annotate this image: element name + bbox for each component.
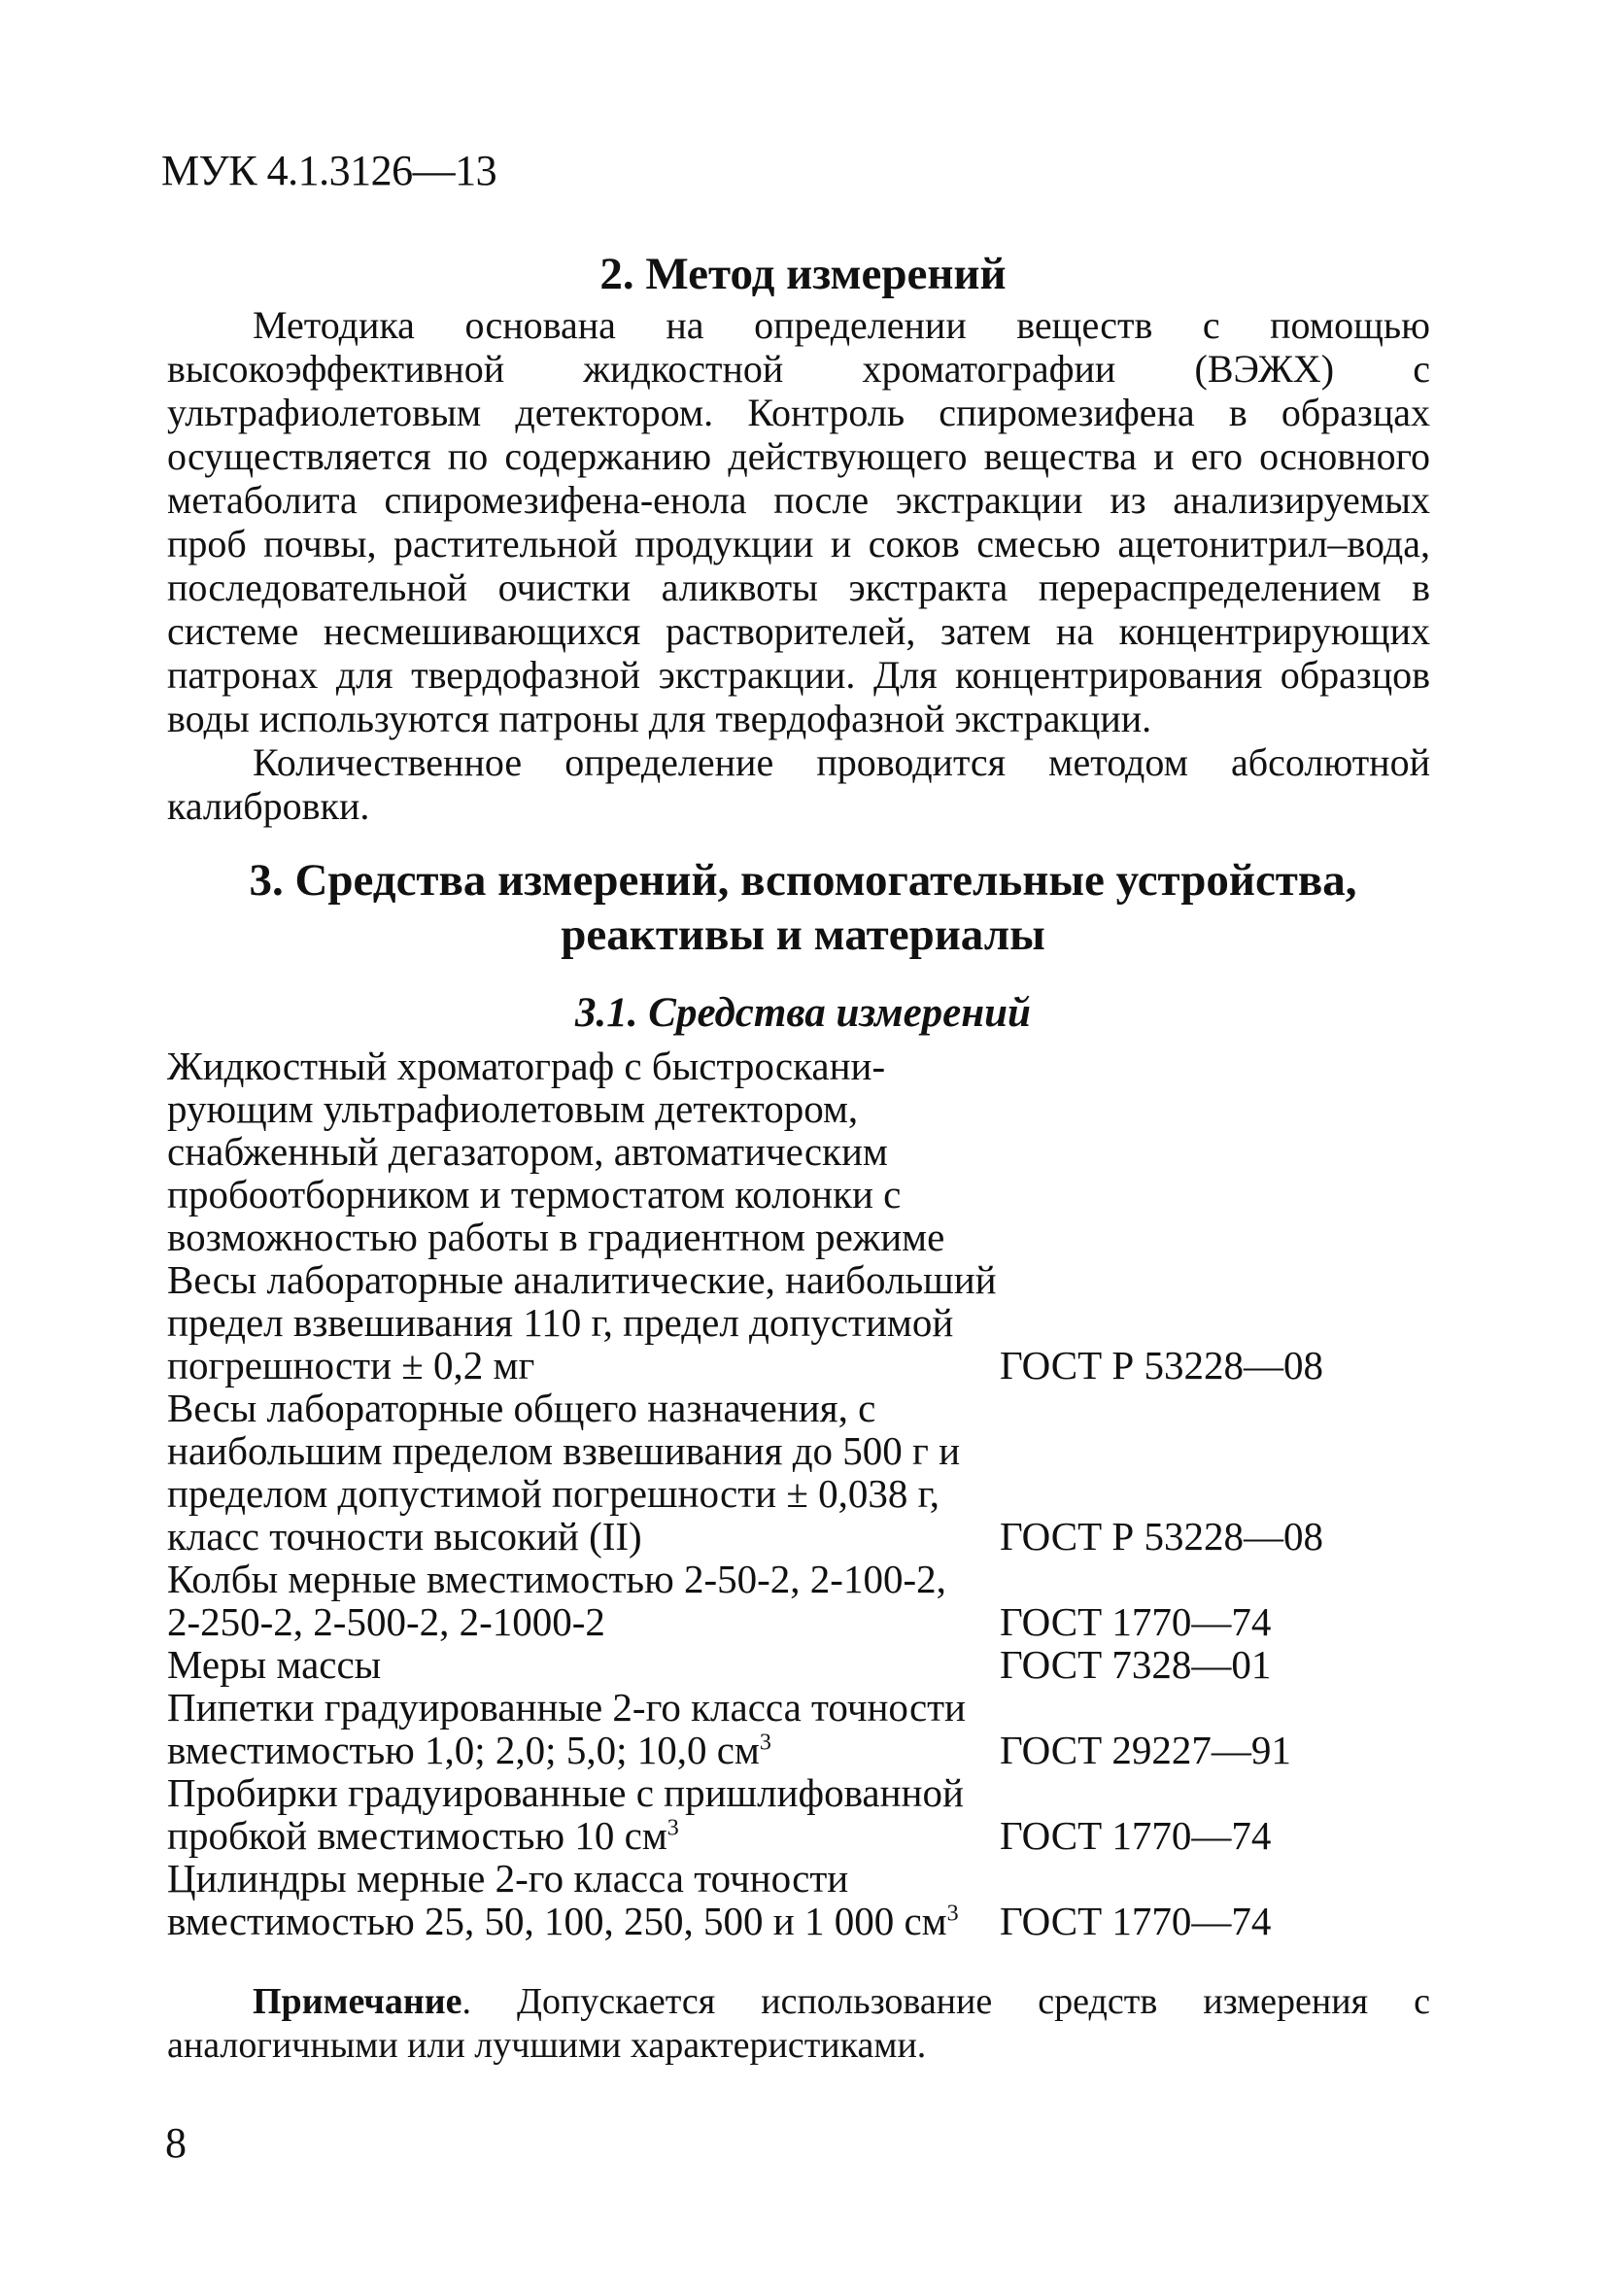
equipment-description	[167, 1257, 997, 1388]
equipment-item	[167, 1771, 1450, 1857]
equipment-description-line	[167, 1729, 993, 1771]
document-code-header: МУК 4.1.3126—13	[161, 147, 497, 194]
unit-superscript: 3	[946, 1901, 959, 1927]
equipment-description-line	[167, 1900, 993, 1942]
equipment-description-line: Пробирки градуированные с пришлифованной	[167, 1770, 964, 1815]
section-2-title: 2. Метод измерений	[599, 249, 1007, 299]
unit-superscript: 3	[666, 1815, 679, 1841]
equipment-item	[167, 1857, 1450, 1942]
equipment-line-text: вместимостью 25, 50, 100, 250, 500 и 1 000 см	[167, 1899, 947, 1943]
equipment-description-line: предел взвешивания 110 г, предел допустимой	[167, 1300, 954, 1345]
gost-standard: ГОСТ Р 53228—08	[1000, 1343, 1323, 1388]
equipment-description-line: Жидкостный хроматограф с быстроскани-	[167, 1044, 886, 1088]
section-2-paragraph-2: Количественное определение проводится методом абсолютной калибровки.	[167, 740, 1430, 828]
equipment-description-line: Меры массы	[167, 1642, 382, 1687]
equipment-description-line: класс точности высокий (II)	[167, 1514, 642, 1559]
equipment-description-line	[167, 1814, 993, 1857]
equipment-item	[167, 1387, 1450, 1558]
section-2-paragraph-1: Методика основана на определении веществ с помощью высокоэффективной жидкостной хроматографии (ВЭЖХ) с ультрафиолетовым детектором. Контроль спиромезифена в образцах осуществляется по содержанию действующего вещества и его основного метаболита спиромезифена-енола после экстракции из анализируемых проб почвы, растительной продукции и соков смесью ацетонитрил–вода, последовательной очистки аликвоты экстракта перераспределением в системе несмешивающихся растворителей, затем на концентрирующих патронах для твердофазной экстракции. Для концентрирования образцов воды используются патроны для твердофазной экстракции.	[167, 303, 1430, 740]
equipment-list	[167, 1045, 1450, 1942]
equipment-item	[167, 1643, 1450, 1686]
gost-standard: ГОСТ 7328—01	[1000, 1642, 1272, 1687]
gost-standard: ГОСТ 1770—74	[1000, 1899, 1272, 1943]
equipment-item	[167, 1258, 1450, 1387]
equipment-description-line: погрешности ± 0,2 мг	[167, 1343, 535, 1388]
equipment-description	[167, 1558, 993, 1643]
equipment-description	[167, 1045, 993, 1258]
equipment-description-line: наибольшим пределом взвешивания до 500 г и	[167, 1428, 961, 1473]
equipment-description	[167, 1643, 993, 1686]
equipment-description-line: Пипетки градуированные 2-го класса точности	[167, 1685, 967, 1730]
equipment-line-text: пробкой вместимостью 10 см	[167, 1813, 667, 1858]
page-number: 8	[165, 2119, 187, 2167]
equipment-description-line: Колбы мерные вместимостью 2-50-2, 2-100-2,	[167, 1557, 946, 1601]
equipment-description-line: возможностью работы в градиентном режиме	[167, 1215, 945, 1259]
equipment-description-line: снабженный дегазатором, автоматическим	[167, 1129, 888, 1174]
section-3-title-line-1: 3. Средства измерений, вспомогательные устройства,	[249, 855, 1357, 906]
equipment-line-text: вместимостью 1,0; 2,0; 5,0; 10,0 см	[167, 1728, 760, 1772]
equipment-description	[167, 1771, 993, 1857]
note-paragraph	[167, 1980, 1430, 2068]
equipment-description-line: пробоотборником и термостатом колонки с	[167, 1172, 902, 1217]
equipment-item	[167, 1045, 1450, 1258]
note-label: Примечание	[253, 1981, 462, 2022]
equipment-item	[167, 1558, 1450, 1643]
equipment-description-line: рующим ультрафиолетовым детектором,	[167, 1086, 859, 1131]
section-3-title	[0, 853, 1606, 962]
equipment-description-line: Весы лабораторные аналитические, наибольший	[167, 1257, 997, 1302]
gost-standard: ГОСТ 29227—91	[1000, 1728, 1291, 1772]
unit-superscript: 3	[759, 1730, 771, 1756]
gost-standard: ГОСТ Р 53228—08	[1000, 1514, 1323, 1559]
section-3-title-line-2: реактивы и материалы	[561, 909, 1045, 960]
equipment-description	[167, 1387, 993, 1558]
gost-standard: ГОСТ 1770—74	[1000, 1599, 1272, 1644]
equipment-description	[167, 1857, 993, 1942]
equipment-description-line: Цилиндры мерные 2-го класса точности	[167, 1856, 849, 1901]
gost-standard: ГОСТ 1770—74	[1000, 1813, 1272, 1858]
equipment-description	[167, 1686, 993, 1771]
note-text: . Допускается использование средств измерения с аналогичными или лучшими характеристиками.	[167, 1981, 1430, 2066]
equipment-description-line: 2-250-2, 2-500-2, 2-1000-2	[167, 1599, 605, 1644]
equipment-description-line: Весы лабораторные общего назначения, с	[167, 1386, 876, 1430]
section-3-1-title: 3.1. Средства измерений	[575, 990, 1031, 1036]
equipment-description-line: пределом допустимой погрешности ± 0,038 г,	[167, 1471, 940, 1516]
equipment-item	[167, 1686, 1450, 1771]
